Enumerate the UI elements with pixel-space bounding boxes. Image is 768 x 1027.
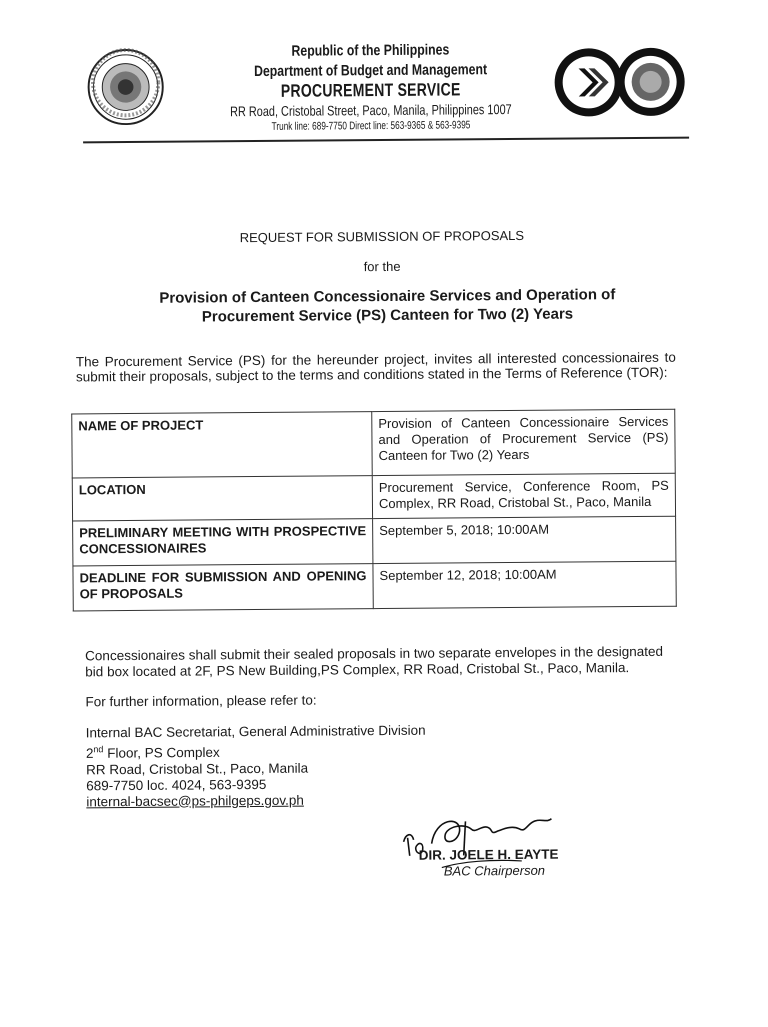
signatory-title: BAC Chairperson [443, 862, 546, 879]
further-info-text: For further information, please refer to: [85, 692, 317, 710]
table-row [73, 561, 676, 611]
for-the-text: for the [363, 258, 401, 275]
row-value: September 5, 2018; 10:00AM [373, 516, 676, 563]
contact-phone: 689-7750 loc. 4024, 563-9395 [86, 776, 267, 793]
contact-office: Internal BAC Secretariat, General Administrative Division [85, 722, 426, 741]
row-label: LOCATION [72, 476, 372, 521]
row-label: NAME OF PROJECT [72, 412, 372, 478]
dbm-seal-logo [86, 48, 165, 127]
project-details-table [71, 409, 677, 612]
letterhead-phones: Trunk line: 689-7750 Direct line: 563-9365 & 563-9395 [271, 119, 471, 133]
row-value: Procurement Service, Conference Room, PS Complex, RR Road, Cristobal St., Paco, Manila [372, 473, 675, 518]
contact-floor: 2nd Floor, PS Complex [85, 744, 220, 761]
letterhead-office: PROCUREMENT SERVICE [280, 79, 461, 101]
letterhead-divider [83, 137, 689, 144]
letterhead-department: Department of Budget and Management [253, 61, 488, 81]
row-label: DEADLINE FOR SUBMISSION AND OPENING OF PROPOSALS [73, 564, 373, 611]
contact-email-link[interactable]: internal-bacsec@ps-philgeps.gov.ph [86, 792, 304, 809]
row-label: PRELIMINARY MEETING WITH PROSPECTIVE CONCESSIONAIRES [73, 519, 373, 566]
contact-street: RR Road, Cristobal St., Paco, Manila [85, 760, 309, 777]
project-title-line-1: Provision of Canteen Concessionaire Services and Operation of [159, 286, 616, 307]
row-value: Provision of Canteen Concessionaire Services and Operation of Procurement Service (PS) Canteen for Two (2) Years [372, 409, 675, 475]
intro-paragraph: The Procurement Service (PS) for the hereunder project, invites all interested concessionaires to submit their proposals, subject to the terms and conditions stated in the Terms of Reference (TOR): [75, 349, 676, 385]
project-title [92, 285, 682, 328]
submission-note: Concessionaires shall submit their sealed proposals in two separate envelopes in the designated bid box located at 2F, PS New Building,PS Complex, RR Road, Cristobal St., Paco, Manila. [85, 643, 664, 680]
procurement-service-logo [548, 44, 689, 121]
contact-address [86, 723, 427, 810]
letterhead-address: RR Road, Cristobal Street, Paco, Manila, Philippines 1007 [229, 101, 512, 120]
table-row [72, 409, 675, 478]
table-row [72, 473, 675, 521]
row-value: September 12, 2018; 10:00AM [373, 561, 676, 608]
letterhead-country: Republic of the Philippines [291, 41, 450, 60]
table-row [73, 516, 676, 566]
request-heading: REQUEST FOR SUBMISSION OF PROPOSALS [239, 227, 525, 246]
signatory-name: DIR. JOELE H. EAYTE [418, 846, 559, 863]
project-title-line-2: Procurement Service (PS) Canteen for Two (2) Years [201, 305, 574, 326]
